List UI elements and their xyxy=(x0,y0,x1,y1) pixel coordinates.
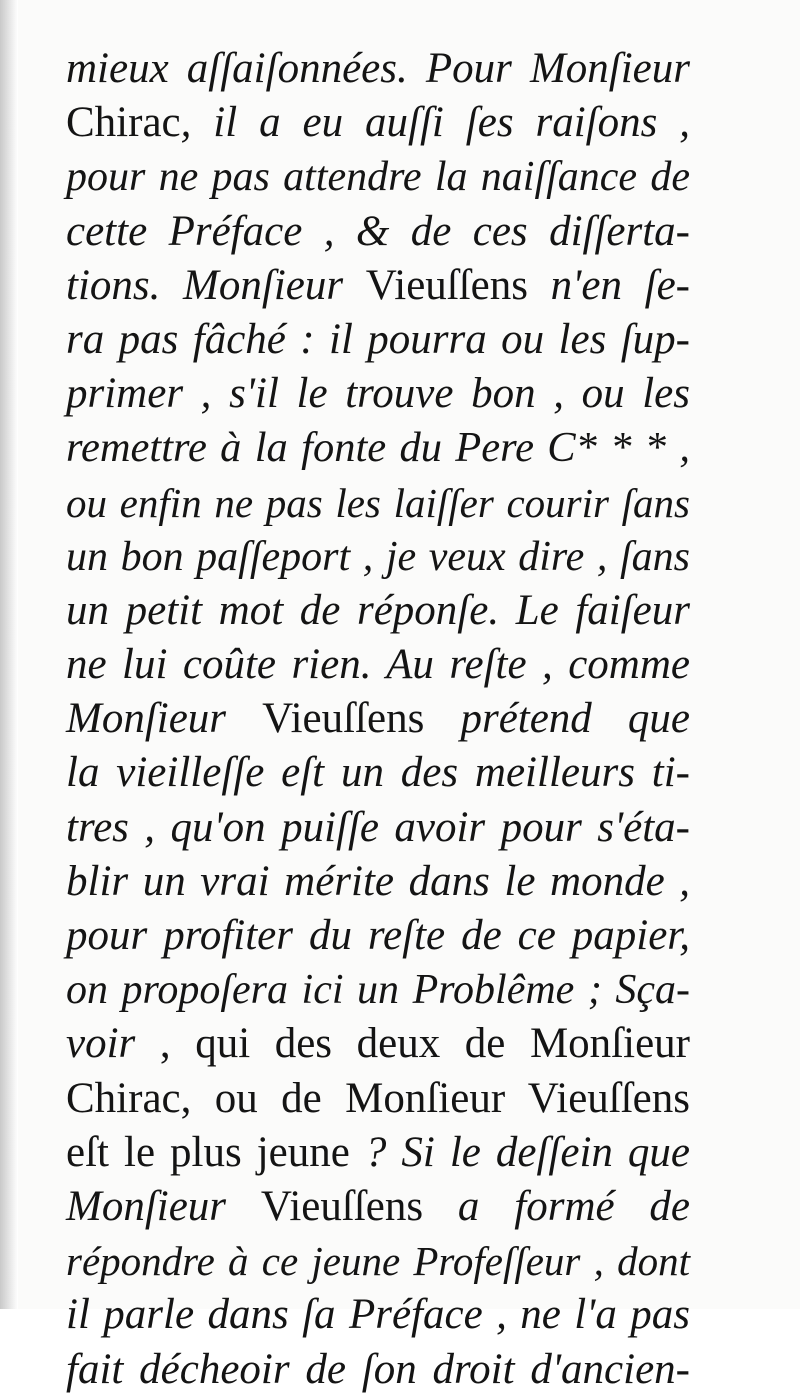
roman-text: Vieuſſens xyxy=(262,695,425,743)
roman-text: Vieuſſens xyxy=(260,1182,424,1230)
italic-text: répondre à ce jeune Profeſſeur , dont xyxy=(66,1238,690,1285)
italic-text: pour ne pas attendre la naiſſance de xyxy=(66,154,690,201)
italic-text: primer , s'il le trouve bon , ou les xyxy=(66,370,690,418)
text-line xyxy=(66,205,690,259)
roman-text: Vieuſſens xyxy=(365,261,528,309)
text-line xyxy=(66,855,690,909)
italic-text: pour profiter du reſte de ce papier, xyxy=(66,912,690,959)
roman-text: Chirac xyxy=(66,99,181,147)
italic-text: il parle dans ſa Préface , ne l'a pas xyxy=(66,1291,690,1339)
text-line xyxy=(66,801,690,855)
italic-text: tions. Monſieur xyxy=(66,261,366,309)
italic-text: cette Préface , & de ces diſſerta- xyxy=(66,207,690,255)
text-line xyxy=(66,150,690,204)
text-line xyxy=(66,421,690,475)
italic-text: on propoſera ici un Problême ; Sça- xyxy=(66,967,690,1014)
text-line xyxy=(66,1234,690,1288)
text-line xyxy=(66,963,690,1017)
roman-text: Chirac, ou de Monſieur Vieuſſens xyxy=(66,1074,690,1122)
text-line xyxy=(66,1072,690,1126)
text-line xyxy=(66,313,690,367)
italic-text: ou enfin ne pas les laiſſer courir ſans xyxy=(66,479,690,526)
text-line xyxy=(66,1288,690,1342)
italic-text: tres , qu'on puiſſe avoir pour s'éta- xyxy=(66,803,690,851)
italic-text: ra pas fâché : il pourra ou les ſup- xyxy=(66,315,690,363)
italic-text: Monſieur xyxy=(66,695,263,743)
italic-text: ? Si le deſſein que xyxy=(349,1128,691,1176)
text-line xyxy=(66,692,690,746)
italic-text: , il a eu auſſi ſes raiſons , xyxy=(180,99,690,147)
italic-text: Monſieur xyxy=(66,1182,261,1230)
text-line xyxy=(66,1343,690,1397)
text-line xyxy=(66,367,690,421)
italic-text: un petit mot de réponſe. Le faiſeur xyxy=(66,586,690,634)
italic-text: fait décheoir de ſon droit d'ancien- xyxy=(66,1345,690,1393)
text-line xyxy=(66,1017,690,1071)
italic-text: n'en ſe- xyxy=(528,261,690,309)
italic-text: a formé de xyxy=(423,1182,690,1230)
page-text-block xyxy=(66,42,690,1397)
text-line xyxy=(66,530,690,584)
text-line xyxy=(66,96,690,150)
text-line xyxy=(66,1126,690,1180)
text-line xyxy=(66,909,690,963)
text-line xyxy=(66,746,690,800)
text-line xyxy=(66,476,690,530)
text-line xyxy=(66,259,690,313)
text-line xyxy=(66,638,690,692)
italic-text: mieux aſſaiſonnées. Pour Monſieur xyxy=(66,45,690,92)
roman-text: eſt le plus jeune xyxy=(66,1128,350,1176)
italic-text: remettre à la fonte du Pere C* * * , xyxy=(66,424,690,472)
text-line xyxy=(66,1180,690,1234)
italic-text: blir un vrai mérite dans le monde , xyxy=(66,857,690,905)
text-line xyxy=(66,42,690,96)
text-line xyxy=(66,584,690,638)
italic-text: ne lui coûte rien. Au reſte , comme xyxy=(66,641,690,689)
italic-text: prétend que xyxy=(424,695,690,743)
italic-text: voir xyxy=(66,1020,136,1068)
italic-text: un bon paſſeport , je veux dire , ſans xyxy=(66,533,690,580)
scan-edge-shadow xyxy=(0,0,18,1309)
roman-text: , qui des deux de Monſieur xyxy=(135,1020,690,1068)
italic-text: la vieilleſſe eſt un des meilleurs ti- xyxy=(66,749,690,797)
